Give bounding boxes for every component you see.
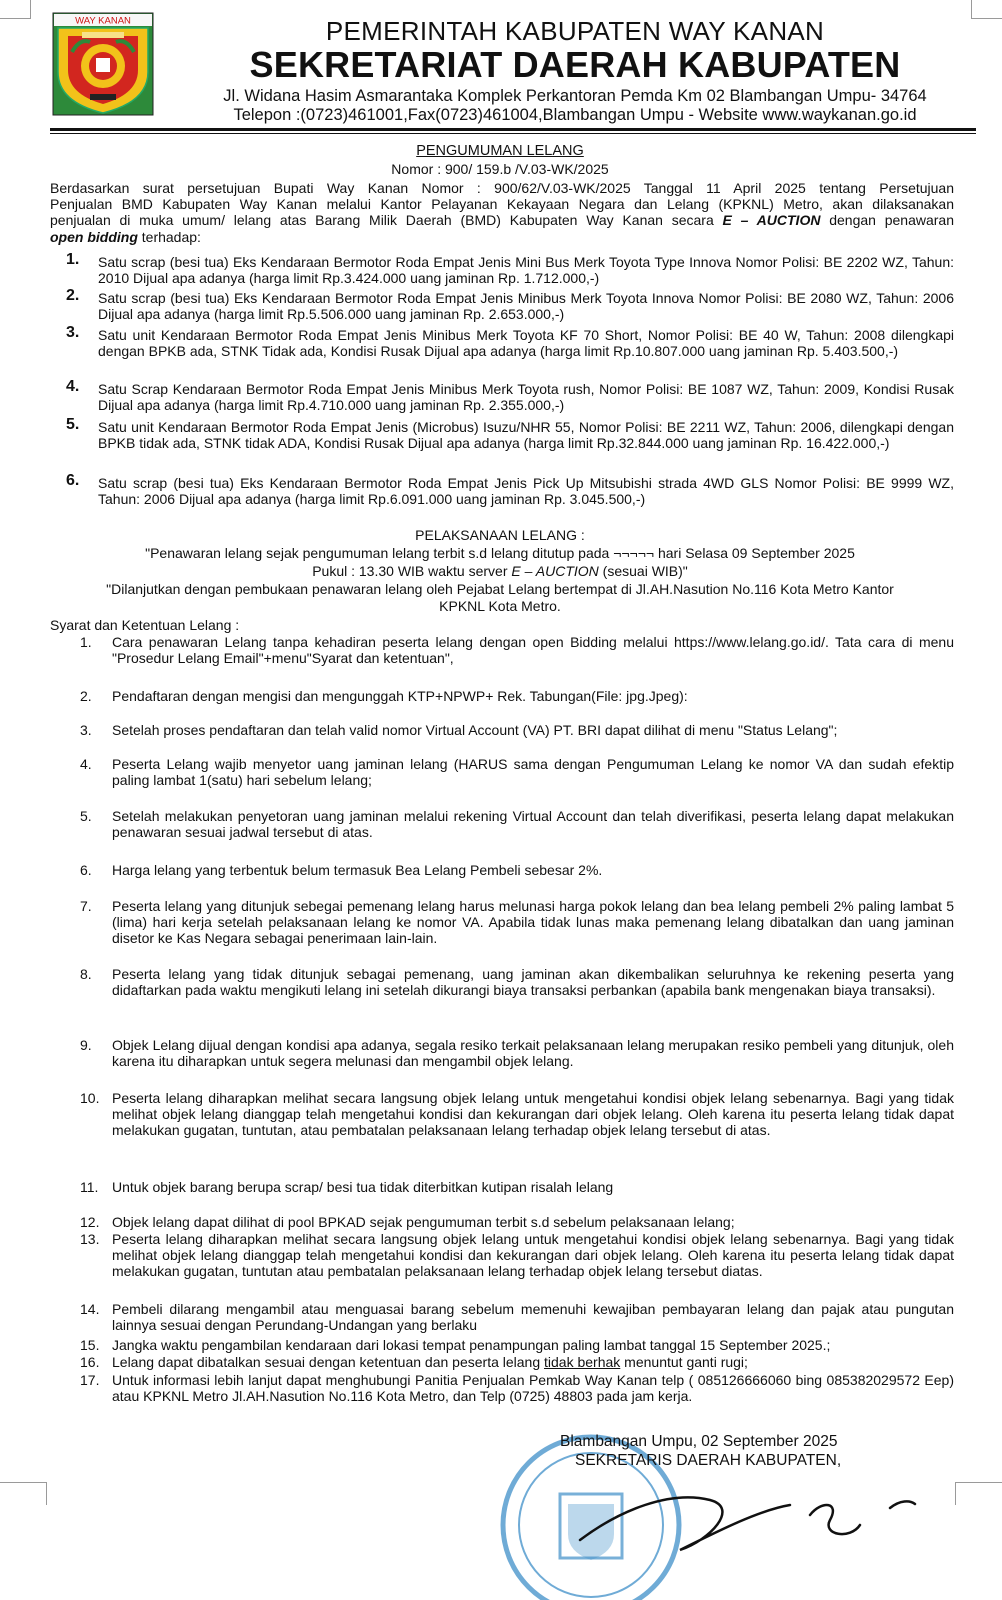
item-number: 6. <box>66 472 80 489</box>
syarat-item: 15. Jangka waktu pengambilan kendaraan dari lokasi tempat penampungan paling lambat tanggal 15 September 2025.; <box>80 1337 831 1353</box>
auction-item <box>66 378 954 414</box>
header-secretariat: SEKRETARIAT DAERAH KABUPATEN <box>249 44 901 85</box>
syarat-item: 8. Peserta lelang yang tidak ditunjuk sebagai pemenang, uang jaminan akan dikembalikan seluruhnya ke rekening peserta yang didaftarkan pada waktu mengikuti lelang ini setelah dikurangi biaya transaksi perbankan (apabila bank mengenakan biaya transaksi). <box>80 966 954 999</box>
item-text: Satu scrap (besi tua) Eks Kendaraan Bermotor Roda Empat Jenis Pick Up Mitsubishi strada 4WD GLS Nomor Polisi: BE 9999 WZ, Tahun: 2006 Dijual apa adanya (harga limit Rp.6.091.000 uang jaminan Rp. 3.045.500,-) <box>98 475 954 508</box>
syarat-item: 11. Untuk objek barang berupa scrap/ besi tua tidak diterbitkan kutipan risalah lelang <box>80 1179 614 1195</box>
signature-role: SEKRETARIS DAERAH KABUPATEN, <box>575 1452 842 1469</box>
header-rule <box>50 133 976 134</box>
pelaksanaan-heading: PELAKSANAAN LELANG : <box>415 527 585 543</box>
pelaksanaan-line: Pukul : 13.30 WIB waktu server E – AUCTION (sesuai WIB)" <box>312 563 688 579</box>
item-text: Satu unit Kendaraan Bermotor Roda Empat Jenis Minibus Merk Toyota KF 70 Short, Nomor Polisi: BE 40 W, Tahun: 2008 dilengkapi dengan BPKB ada, STNK Tidak ada, Kondisi Rusak Dijual apa adanya (harga limit Rp.10.807.000 uang jaminan Rp. 5.403.500,-) <box>98 327 954 360</box>
item-text: Satu Scrap Kendaraan Bermotor Roda Empat Jenis Minibus Merk Toyota rush, Nomor Polisi: BE 1087 WZ, Tahun: 2009, Kondisi Rusak Dijual apa adanya (harga limit Rp.4.710.000 uang jaminan Rp. 2.355.000,-) <box>98 381 954 414</box>
syarat-item: 17. Untuk informasi lebih lanjut dapat menghubungi Panitia Penjualan Pemkab Way Kanan telp ( 085126666060 bing 085382029572 Eep) atau KPKNL Metro Jl.AH.Nasution No.116 Kota Metro, dan Telp (0725) 48803 pada jam kerja. <box>80 1372 954 1405</box>
handwritten-signature <box>560 1470 930 1570</box>
item-number: 3. <box>66 324 80 341</box>
item-text: Satu scrap (besi tua) Eks Kendaraan Bermotor Roda Empat Jenis Minibus Merk Toyota Innova Nomor Polisi: BE 2080 WZ, Tahun: 2006 Dijual apa adanya (harga limit Rp.5.506.000 uang jaminan Rp. 2.653.000,-) <box>98 290 954 323</box>
syarat-item: 9. Objek Lelang dijual dengan kondisi apa adanya, segala resiko terkait pelaksanaan lelang merupakan resiko pembeli yang ditunjuk, oleh karena itu diharapkan untuk segera melunasi dan mengambil objek lelang. <box>80 1037 954 1070</box>
item-text: Satu unit Kendaraan Bermotor Roda Empat Jenis (Microbus) Isuzu/NHR 55, Nomor Polisi: BE 2211 WZ, Tahun: 2006, dilengkapi dengan BPKB tidak ada, STNK tidak ADA, Kondisi Rusak Dijual apa adanya (harga limit Rp.32.844.000 uang jaminan Rp. 16.422.000,-) <box>98 419 954 452</box>
auction-item <box>66 287 954 323</box>
item-number: 1. <box>66 251 80 268</box>
syarat-item: 16. Lelang dapat dibatalkan sesuai dengan ketentuan dan peserta lelang tidak berhak menuntut ganti rugi; <box>80 1354 748 1370</box>
header-contact: Telepon :(0723)461001,Fax(0723)461004,Blambangan Umpu - Website www.waykanan.go.id <box>233 106 917 124</box>
syarat-item: 14. Pembeli dilarang mengambil atau menguasai barang sebelum memenuhi kewajiban pembayaran lelang dan pajak atau pungutan lainnya sesuai dengan Perundang-Undangan yang berlaku <box>80 1301 954 1334</box>
item-text: Satu scrap (besi tua) Eks Kendaraan Bermotor Roda Empat Jenis Mini Bus Merk Toyota Type Innova Nomor Polisi: BE 2202 WZ, Tahun: 2010 Dijual apa adanya (harga limit Rp.3.424.000 uang jaminan Rp. 1.712.000,-) <box>98 254 954 287</box>
auction-item <box>66 251 954 287</box>
item-number: 2. <box>66 287 80 304</box>
header-rule <box>50 128 976 131</box>
auction-item <box>66 324 954 360</box>
intro-line: penjualan di muka umum/ lelang atas Barang Milik Daerah (BMD) Kabupaten Way Kanan secara E – AUCTION dengan penawaran <box>50 212 954 229</box>
syarat-item: 3. Setelah proses pendaftaran dan telah valid nomor Virtual Account (VA) PT. BRI dapat dilihat di menu "Status Lelang"; <box>80 722 838 738</box>
way-kanan-logo <box>52 12 154 116</box>
syarat-item: 4. Peserta Lelang wajib menyetor uang jaminan lelang (HARUS sama dengan Pengumuman Lelang ke nomor VA dan sudah efektip paling lambat 1(satu) hari sebelum lelang; <box>80 756 954 789</box>
syarat-item: 13. Peserta lelang diharapkan melihat secara langsung objek lelang untuk mengetahui kondisi objek lelang sebenarnya. Bagi yang tidak melihat objek lelang dianggap telah mengetahui kondisi dan kekurangan dari objek lelang. Oleh karena itu peserta lelang tidak dapat melakukan gugatan, tuntutan atau pembatalan pelaksanaan lelang terhadap objek lelang tersebut diatas. <box>80 1231 954 1280</box>
crop-mark <box>0 1482 47 1505</box>
item-number: 4. <box>66 378 80 395</box>
document-title: PENGUMUMAN LELANG <box>416 143 584 159</box>
signature-place-date: Blambangan Umpu, 02 September 2025 <box>560 1433 838 1450</box>
auction-item <box>66 472 954 508</box>
syarat-item: 5. Setelah melakukan penyetoran uang jaminan melalui rekening Virtual Account dan telah diverifikasi, peserta lelang dapat melakukan penawaran sesuai jadwal tersebut di atas. <box>80 808 954 841</box>
logo-text: WAY KANAN <box>75 15 131 27</box>
item-number: 5. <box>66 416 80 433</box>
intro-line: open bidding terhadap: <box>50 228 201 245</box>
header-government: PEMERINTAH KABUPATEN WAY KANAN <box>325 16 825 46</box>
header-address: Jl. Widana Hasim Asmarantaka Komplek Perkantoran Pemda Km 02 Blambangan Umpu- 34764 <box>223 87 927 105</box>
document-number: Nomor : 900/ 159.b /V.03-WK/2025 <box>391 161 609 177</box>
intro-line: Berdasarkan surat persetujuan Bupati Way Kanan Nomor : 900/62/V.03-WK/2025 Tanggal 11 April 2025 tentang Persetujuan <box>50 180 954 196</box>
syarat-item: 1. Cara penawaran Lelang tanpa kehadiran peserta lelang dengan open Bidding melalui https://www.lelang.go.id/. Tata cara di menu "Prosedur Lelang Email"+menu"Syarat dan ketentuan", <box>80 634 954 667</box>
pelaksanaan-line: "Penawaran lelang sejak pengumuman lelang terbit s.d lelang ditutup pada ¬¬¬¬¬ hari Selasa 09 September 2025 <box>145 545 855 561</box>
intro-paragraph <box>50 180 954 245</box>
syarat-item: 10. Peserta lelang diharapkan melihat secara langsung objek lelang untuk mengetahui kondisi objek lelang sebenarnya. Bagi yang tidak melihat objek lelang dianggap telah mengetahui kondisi dan kekurangan dari objek lelang. Oleh karena itu peserta lelang tidak dapat melakukan gugatan, tuntutan, atau pembatalan pelaksanaan lelang terhadap objek lelang tersebut di atas. <box>80 1090 954 1139</box>
crop-mark <box>955 1482 1002 1505</box>
syarat-item: 2. Pendaftaran dengan mengisi dan mengunggah KTP+NPWP+ Rek. Tabungan(File: jpg.Jpeg): <box>80 688 688 704</box>
syarat-item: 7. Peserta lelang yang ditunjuk sebegai pemenang lelang harus melunasi harga pokok lelang dan bea lelang pembeli 2% paling lambat 5 (lima) hari kerja setelah pelaksanaan lelang ke nomor VA. Apabila tidak lunas maka pemenang lelang dibatalkan dan uang jaminan disetor ke Kas Negara sebagai penerimaan lain-lain. <box>80 898 954 947</box>
auction-item <box>66 416 954 452</box>
pelaksanaan-line: "Dilanjutkan dengan pembukaan penawaran lelang oleh Pejabat Lelang bertempat di Jl.AH.Nasution No.116 Kota Metro Kantor <box>106 581 894 597</box>
pelaksanaan-line: KPKNL Kota Metro. <box>439 598 561 614</box>
crop-mark <box>0 0 31 19</box>
intro-line: Penjualan BMD Kabupaten Way Kanan melalui Kantor Pelayanan Kekayaan Negara dan Lelang (KPKNL) Metro, akan dilaksanakan <box>50 196 954 213</box>
syarat-item: 12. Objek lelang dapat dilihat di pool BPKAD sejak pengumuman terbit s.d sebelum pelaksanaan lelang; <box>80 1214 735 1230</box>
syarat-heading: Syarat dan Ketentuan Lelang : <box>50 617 240 633</box>
syarat-item: 6. Harga lelang yang terbentuk belum termasuk Bea Lelang Pembeli sebesar 2%. <box>80 862 603 878</box>
